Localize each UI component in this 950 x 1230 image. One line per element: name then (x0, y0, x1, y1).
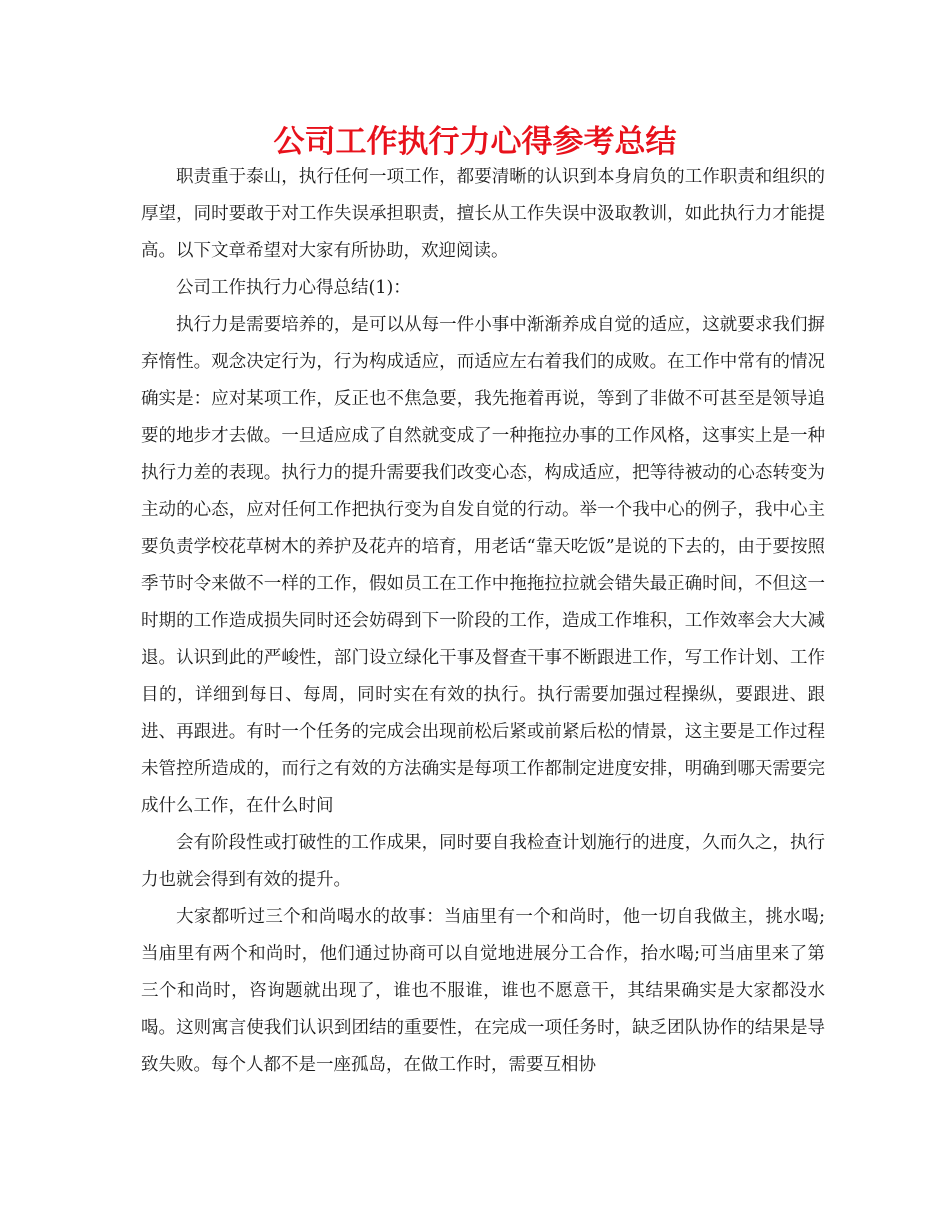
section-heading: 公司工作执行力心得总结(1)： (176, 278, 411, 298)
body-paragraph: 会有阶段性或打破性的工作成果，同时要自我检查计划施行的进度，久而久之，执行力也就会得到有效的提升。 (141, 833, 825, 890)
document-body (141, 159, 825, 1084)
body-paragraph: 执行力是需要培养的，是可以从每一件小事中渐渐养成自觉的适应，这就要求我们摒弃惰性。观念决定行为，行为构成适应，而适应左右着我们的成败。在工作中常有的情况确实是：应对某项工作，反正也不焦急要，我先拖着再说，等到了非做不可甚至是领导追要的地步才去做。一旦适应成了自然就变成了一种拖拉办事的工作风格，这事实上是一种执行力差的表现。执行力的提升需要我们改变心态，构成适应，把等待被动的心态转变为主动的心态，应对任何工作把执行变为自发自觉的行动。举一个我中心的例子，我中心主要负责学校花草树木的养护及花卉的培育，用老话“靠天吃饭”是说的下去的，由于要按照季节时令来做不一样的工作，假如员工在工作中拖拖拉拉就会错失最正确时间，不但这一时期的工作造成损失同时还会妨碍到下一阶段的工作，造成工作堆积，工作效率会大大减退。认识到此的严峻性，部门设立绿化干事及督查干事不断跟进工作，写工作计划、工作目的，详细到每日、每周，同时实在有效的执行。执行需要加强过程操纵，要跟进、跟进、再跟进。有时一个任务的完成会出现前松后紧或前紧后松的情景，这主要是工作过程未管控所造成的，而行之有效的方法确实是每项工作都制定进度安排，明确到哪天需要完成什么工作，在什么时间 (141, 315, 825, 816)
intro-paragraph: 职责重于泰山，执行任何一项工作，都要清晰的认识到本身肩负的工作职责和组织的厚望，同时要敢于对工作失误承担职责，擅长从工作失误中汲取教训，如此执行力才能提高。以下文章希望对大家有所协助，欢迎阅读。 (141, 167, 825, 261)
body-paragraph: 大家都听过三个和尚喝水的故事：当庙里有一个和尚时，他一切自我做主，挑水喝;当庙里有两个和尚时，他们通过协商可以自觉地进展分工合作，抬水喝;可当庙里来了第三个和尚时，咨询题就出现了，谁也不服谁，谁也不愿意干，其结果确实是大家都没水喝。这则寓言使我们认识到团结的重要性，在完成一项任务时，缺乏团队协作的结果是导致失败。每个人都不是一座孤岛，在做工作时，需要互相协 (141, 907, 825, 1075)
document-title: 公司工作执行力心得参考总结 (273, 124, 677, 160)
